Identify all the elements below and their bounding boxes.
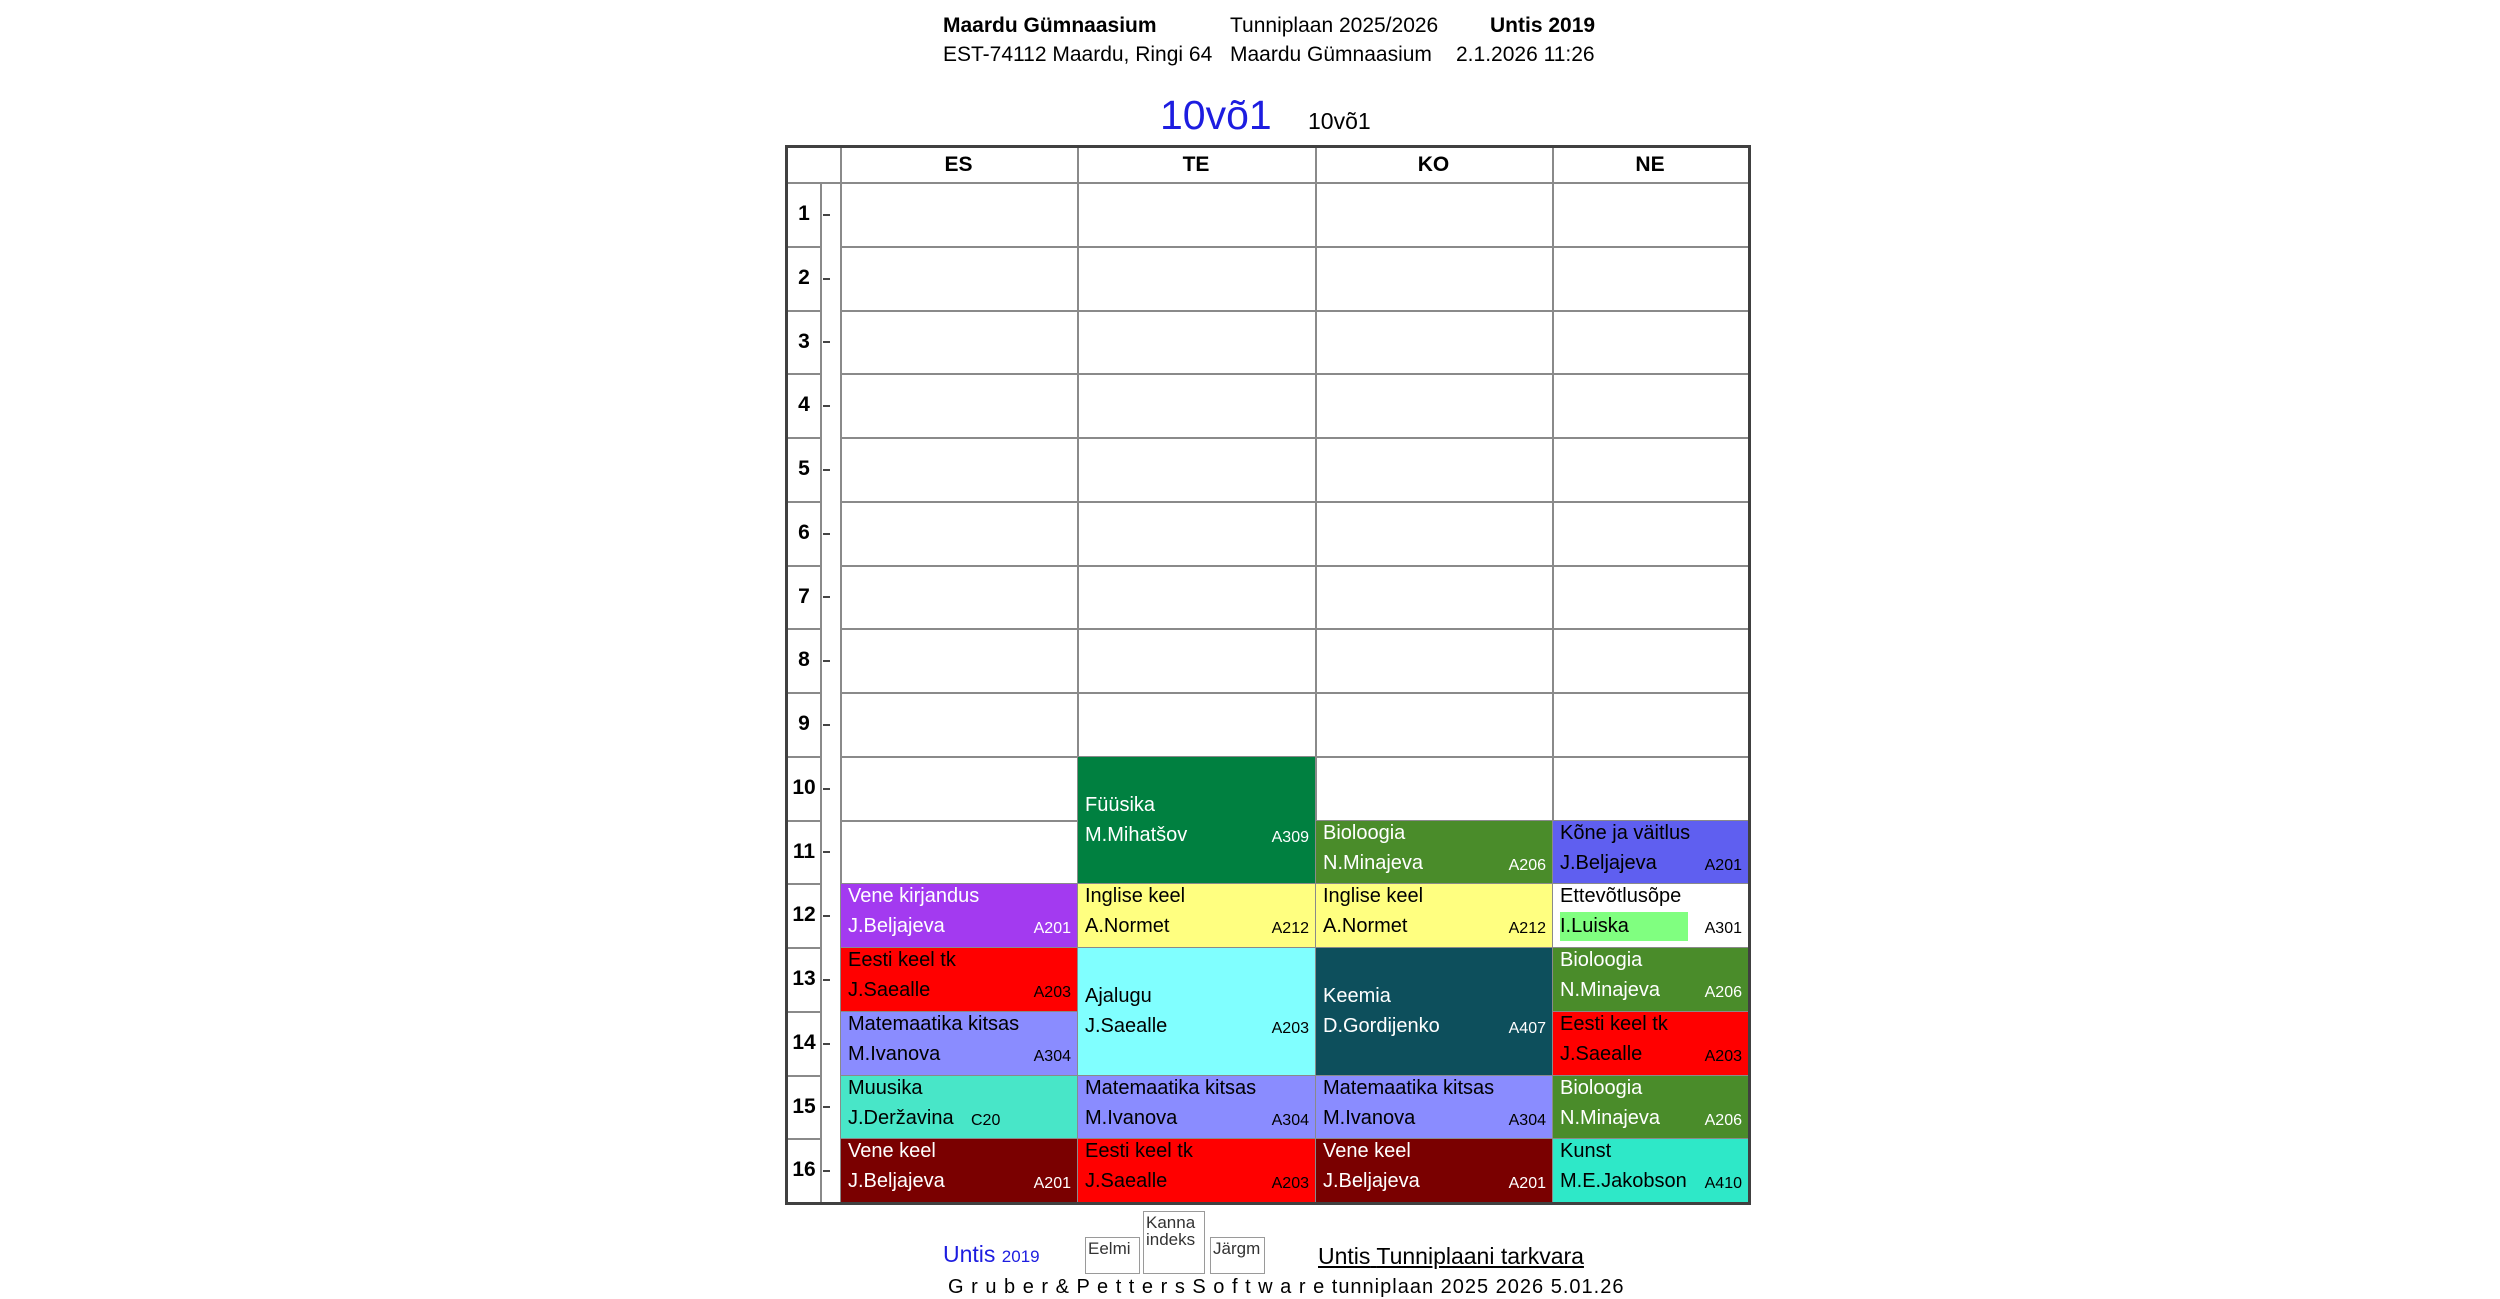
- period-label: 9: [798, 712, 810, 735]
- lesson-cell[interactable]: [1553, 821, 1748, 884]
- footer-software-link[interactable]: [1318, 1243, 1584, 1270]
- grid-row-line: [840, 501, 1748, 503]
- lesson-teacher-name: J.Saealle: [1085, 1170, 1168, 1193]
- lesson-subject: Füüsika: [1085, 793, 1156, 816]
- lesson-teacher: [1323, 849, 1423, 878]
- lesson-teacher: [1560, 976, 1660, 1005]
- period-tick: [823, 660, 830, 662]
- period-tick: [823, 341, 830, 343]
- lesson-subject: Inglise keel: [1085, 885, 1186, 908]
- lesson-teacher-name: J.Saealle: [848, 979, 931, 1001]
- lesson-cell[interactable]: [1316, 884, 1552, 947]
- period-tick: [823, 214, 830, 216]
- lesson-subject: Bioloogia: [1560, 1076, 1643, 1099]
- period-label: 5: [798, 457, 810, 480]
- lesson-teacher: [1560, 1040, 1642, 1069]
- lesson-cell[interactable]: [841, 884, 1077, 947]
- prev-page-icon[interactable]: Eelmi: [1085, 1237, 1140, 1274]
- plan-school: Maardu Gümnaasium: [1230, 43, 1432, 66]
- lesson-room: A203: [1704, 1047, 1742, 1065]
- period-tick: [823, 724, 830, 726]
- lesson-room: A206: [1508, 856, 1546, 874]
- lesson-teacher: [1560, 1104, 1660, 1133]
- lesson-teacher-name: M.Ivanova: [1323, 1106, 1416, 1129]
- timetable-grid: [785, 145, 1751, 1205]
- lesson-cell[interactable]: [1553, 1139, 1748, 1202]
- lesson-teacher: [1560, 849, 1657, 878]
- period-tick: [823, 1170, 830, 1172]
- lesson-room: A301: [1704, 920, 1742, 938]
- lesson-teacher: [1323, 1167, 1420, 1196]
- lesson-cell[interactable]: [841, 948, 1077, 1011]
- period-tick: [823, 1043, 830, 1045]
- lesson-subject: Inglise keel: [1323, 885, 1424, 908]
- lesson-cell[interactable]: [841, 1076, 1077, 1139]
- period-tick: [823, 533, 830, 535]
- lesson-teacher: [1085, 1104, 1177, 1133]
- lesson-teacher-name: A.Normet: [1323, 915, 1408, 938]
- lesson-teacher-name: N.Minajeva: [1560, 1106, 1661, 1129]
- lesson-room: A410: [1704, 1175, 1742, 1193]
- period-tick: [823, 979, 830, 981]
- day-header-te: TE: [1182, 153, 1210, 176]
- lesson-room: A203: [1033, 984, 1071, 1001]
- lesson-cell[interactable]: [1316, 1076, 1552, 1139]
- lesson-subject: Eesti keel tk: [1085, 1140, 1193, 1163]
- lesson-teacher-name: J.Saealle: [1085, 1015, 1168, 1037]
- period-tick: [823, 278, 830, 280]
- lesson-subject: Bioloogia: [1323, 821, 1406, 844]
- lesson-room: A201: [1704, 856, 1742, 874]
- lesson-cell[interactable]: [1316, 821, 1552, 884]
- grid-row-line: [840, 310, 1748, 312]
- lesson-subject: Muusika: [848, 1076, 923, 1099]
- period-label: 4: [798, 393, 810, 417]
- grid-row-line: [840, 692, 1748, 694]
- lesson-subject: Vene kirjandus: [848, 885, 980, 908]
- lesson-room: A407: [1508, 1020, 1546, 1037]
- lesson-teacher: [1085, 1167, 1167, 1196]
- lesson-subject: Matemaatika kitsas: [848, 1012, 1020, 1035]
- lesson-room: A304: [1033, 1047, 1071, 1065]
- period-label: 3: [798, 329, 810, 353]
- lesson-room: A203: [1271, 1175, 1309, 1193]
- lesson-teacher-name: N.Minajeva: [1323, 851, 1424, 874]
- grid-vline: [820, 182, 822, 1202]
- lesson-teacher: [1323, 912, 1407, 941]
- period-tick: [823, 915, 830, 917]
- lesson-teacher-name: A.Normet: [1085, 915, 1170, 938]
- lesson-room: A201: [1033, 1175, 1071, 1193]
- period-label: 1: [798, 202, 810, 225]
- period-tick: [823, 469, 830, 471]
- lesson-subject: Ajalugu: [1085, 985, 1152, 1007]
- day-header-ne: NE: [1635, 153, 1665, 176]
- plan-title: Tunniplaan 2025/2026: [1230, 14, 1439, 37]
- lesson-cell[interactable]: [1553, 884, 1748, 947]
- print-datetime: 2.1.2026 11:26: [1456, 43, 1595, 66]
- lesson-cell[interactable]: [1316, 948, 1552, 1075]
- grid-row-line: [840, 628, 1748, 630]
- period-label: 7: [798, 584, 810, 608]
- lesson-teacher-name: J.Beljajeva: [848, 1170, 945, 1193]
- lesson-cell[interactable]: [1078, 757, 1315, 884]
- day-header-es: ES: [944, 153, 973, 176]
- period-label: 2: [798, 265, 810, 289]
- period-label: 10: [792, 775, 816, 799]
- grid-row-line: [840, 565, 1748, 567]
- lesson-subject: Matemaatika kitsas: [1085, 1076, 1257, 1099]
- lesson-room: A309: [1271, 828, 1309, 846]
- class-title: 10võ1: [1160, 92, 1272, 138]
- period-label: 14: [792, 1030, 816, 1054]
- lesson-teacher-name: J.Saealle: [1560, 1042, 1643, 1065]
- grid-header-line: [788, 182, 1748, 184]
- grid-row-line: [840, 373, 1748, 375]
- lesson-room: A212: [1271, 920, 1309, 938]
- period-label: 13: [792, 967, 816, 990]
- lesson-teacher: [848, 1040, 940, 1069]
- lesson-subject: Matemaatika kitsas: [1323, 1076, 1495, 1099]
- lesson-teacher-name: M.E.Jakobson: [1560, 1170, 1687, 1193]
- lesson-room: A203: [1271, 1020, 1309, 1037]
- lesson-cell[interactable]: [1078, 948, 1315, 1075]
- period-tick: [823, 851, 830, 853]
- lesson-subject: Eesti keel tk: [1560, 1012, 1668, 1035]
- footer-link-untis[interactable]: Untis: [1318, 1243, 1371, 1269]
- period-tick: [823, 596, 830, 598]
- lesson-room: A304: [1271, 1111, 1309, 1129]
- period-tick: [823, 788, 830, 790]
- school-name: Maardu Gümnaasium: [943, 14, 1157, 37]
- lesson-teacher: [848, 976, 930, 1005]
- lesson-room: A201: [1033, 920, 1071, 938]
- lesson-subject: Eesti keel tk: [848, 949, 956, 971]
- lesson-cell[interactable]: [841, 1139, 1077, 1202]
- lesson-teacher: [1560, 912, 1688, 941]
- lesson-teacher: [1323, 1104, 1415, 1133]
- school-address: EST-74112 Maardu, Ringi 64: [943, 43, 1213, 66]
- lesson-room: A201: [1508, 1175, 1546, 1193]
- lesson-cell[interactable]: [1078, 884, 1315, 947]
- lesson-teacher-name: J.Beljajeva: [1560, 851, 1657, 874]
- lesson-room: A304: [1508, 1111, 1546, 1129]
- lesson-subject: Kõne ja väitlus: [1560, 821, 1691, 844]
- lesson-teacher: [1085, 1012, 1167, 1041]
- footer-credits: G r u b e r & P e t t e r s S o f t w a r e tunniplaan 2025 2026 5.01.26: [948, 1276, 1625, 1298]
- lesson-teacher: [848, 912, 945, 941]
- lesson-teacher: [848, 1167, 945, 1196]
- period-tick: [823, 405, 830, 407]
- day-header-ko: KO: [1417, 153, 1450, 176]
- next-page-icon[interactable]: Järgm: [1210, 1237, 1265, 1274]
- lesson-cell[interactable]: [1078, 1139, 1315, 1202]
- lesson-teacher-name: M.Mihatšov: [1085, 823, 1188, 846]
- lesson-cell[interactable]: [1553, 948, 1748, 1011]
- lesson-subject: Bioloogia: [1560, 949, 1643, 971]
- period-label: 16: [792, 1158, 816, 1182]
- lesson-cell[interactable]: [1553, 1012, 1748, 1075]
- lesson-room: A206: [1704, 984, 1742, 1001]
- period-label: 11: [792, 839, 816, 863]
- class-subtitle: 10võ1: [1308, 108, 1371, 134]
- software-name: Untis 2019: [1490, 14, 1596, 37]
- period-label: 12: [792, 903, 816, 927]
- lesson-teacher-name: J.Deržavina: [848, 1106, 954, 1129]
- lesson-teacher-name: M.Ivanova: [1085, 1106, 1178, 1129]
- lesson-subject: Kunst: [1560, 1140, 1612, 1163]
- period-tick: [823, 1106, 830, 1108]
- lesson-teacher-name: M.Ivanova: [848, 1042, 941, 1065]
- lesson-cell[interactable]: [1316, 1139, 1552, 1202]
- lesson-teacher: [1560, 1167, 1687, 1196]
- lesson-room: A212: [1508, 920, 1546, 938]
- footer-untis-year: 2019: [1001, 1247, 1040, 1266]
- grid-row-line: [840, 437, 1748, 439]
- index-page-icon[interactable]: Kanna indeks: [1143, 1211, 1205, 1274]
- lesson-teacher: [1085, 912, 1169, 941]
- lesson-teacher-name: J.Beljajeva: [848, 915, 945, 938]
- lesson-teacher-name: I.Luiska: [1560, 912, 1688, 941]
- footer-untis-label: Untis: [943, 1241, 996, 1267]
- lesson-cell[interactable]: [841, 1012, 1077, 1075]
- lesson-room: C20: [971, 1111, 1001, 1129]
- period-label: 15: [792, 1094, 816, 1118]
- lesson-teacher-name: D.Gordijenko: [1323, 1015, 1440, 1037]
- lesson-teacher: [1085, 821, 1187, 850]
- lesson-teacher-name: J.Beljajeva: [1323, 1170, 1420, 1193]
- lesson-subject: Vene keel: [1323, 1140, 1411, 1163]
- lesson-subject: Keemia: [1323, 985, 1391, 1007]
- lesson-cell[interactable]: [1553, 1076, 1748, 1139]
- lesson-teacher-name: N.Minajeva: [1560, 979, 1661, 1001]
- grid-row-line: [840, 246, 1748, 248]
- lesson-teacher: [1323, 1012, 1440, 1041]
- period-label: 8: [798, 648, 810, 672]
- period-label: 6: [798, 520, 810, 544]
- lesson-subject: Ettevõtlusõpe: [1560, 885, 1682, 908]
- lesson-teacher: [848, 1104, 954, 1133]
- footer-untis-brand: [943, 1241, 1040, 1268]
- footer-link-text[interactable]: Tunniplaani tarkvara: [1376, 1243, 1584, 1269]
- lesson-cell[interactable]: [1078, 1076, 1315, 1139]
- lesson-room: A206: [1704, 1111, 1742, 1129]
- lesson-subject: Vene keel: [848, 1140, 936, 1163]
